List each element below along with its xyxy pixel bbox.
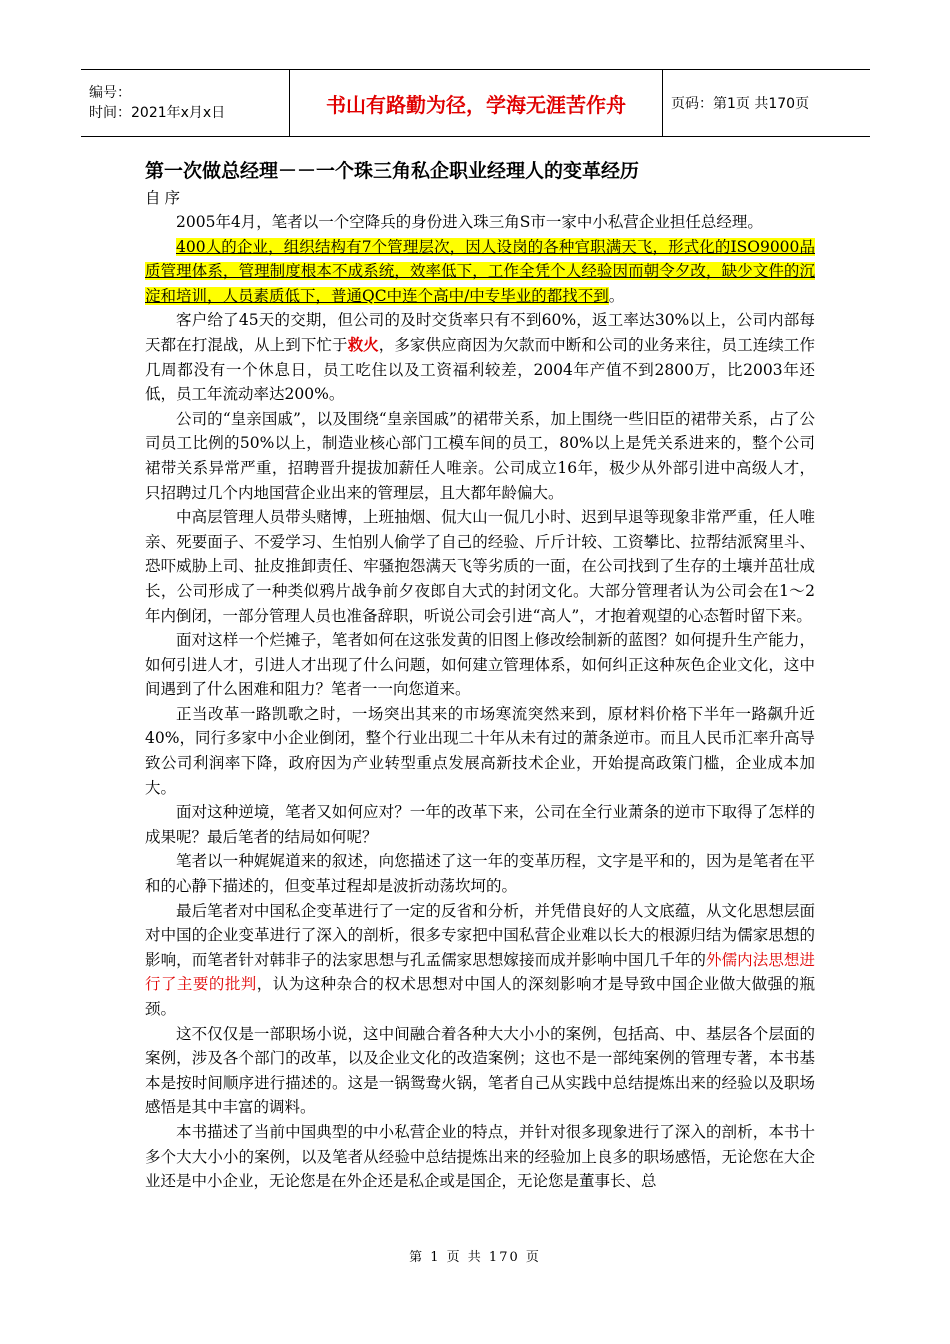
paragraph-3-start: 客户给了45天的交期，但公司的及时交货率只有不到60%，返工率达30%以上，公司内部每天都在打混战，从上到下忙于	[145, 311, 815, 354]
document-title: 第一次做总经理－－一个珠三角私企职业经理人的变革经历	[145, 160, 640, 182]
paragraph-4: 公司的“皇亲国戚”，以及围绕“皇亲国戚”的裙带关系，加上围绕一些旧臣的裙带关系，占了公司员工比例的50%以上，制造业核心部门工模车间的员工，80%以上是凭关系进来的，整个公司裙带关系异常严重，招聘晋升提拔加薪任人唯亲。公司成立16年，极少从外部引进中高级人才，只招聘过几个内地国营企业出来的管理层，且大都年龄偏大。	[145, 409, 815, 502]
paragraph-2-end: 。	[608, 286, 625, 305]
emphasis-text: 外儒内法思想进行了主要的批判	[145, 950, 815, 994]
paragraph-12: 本书描述了当前中国典型的中小私营企业的特点，并针对很多现象进行了深入的剖析，本书十多个大大小小的案例，以及笔者从经验中总结提炼出来的经验加上良多的职场感悟，无论您在大企业还是中小企业，无论您是在外企还是私企或是国企，无论您是董事长、总	[145, 1122, 815, 1191]
emphasis-text: 救火	[347, 334, 379, 354]
paragraph-7: 正当改革一路凯歌之时，一场突出其来的市场寒流突然来到，原材料价格下半年一路飙升近40%，同行多家中小企业倒闭，整个行业出现二十年从未有过的萧条逆市。而且人民币汇率升高导致公司利润率下降，政府因为产业转型重点发展高新技术企业，开始提高政策门槛，企业成本加大。	[145, 704, 815, 797]
page-footer: 第 1 页 共 170 页	[409, 1250, 541, 1265]
paragraph-3-rest: ，多家供应商因为欠款而中断和公司的业务来往，员工连续工作几周都没有一个休息日，员工吃住以及工资福利较差，2004年产值不到2800万，比2003年还低，员工年流动率达200%。	[145, 335, 815, 404]
paragraph-11: 这不仅仅是一部职场小说，这中间融合着各种大大小小的案例，包括高、中、基层各个层面的案例，涉及各个部门的改革，以及企业文化的改造案例；这也不是一部纯案例的管理专著，本书基本是按时间顺序进行描述的。这是一锅鸳鸯火锅，笔者自己从实践中总结提炼出来的经验以及职场感悟是其中丰富的调料。	[145, 1024, 815, 1117]
highlighted-text: 400人的企业，组织结构有7个管理层次，因人设岗的各种官职满天飞，形式化的ISO9000品质管理体系，管理制度根本不成系统，效率低下，工作全凭个人经验因而朝令夕改，缺少文件的沉淀和培训，人员素质低下，普通QC中连个高中/中专毕业的都找不到	[145, 237, 815, 305]
paragraph-8: 面对这种逆境，笔者又如何应对？一年的改革下来，公司在全行业萧条的逆市下取得了怎样的成果呢？最后笔者的结局如何呢？	[145, 803, 815, 846]
paragraph-3	[145, 308, 815, 406]
paragraph-10-rest: ，认为这种杂合的权术思想对中国人的深刻影响才是导致中国企业做大做强的瓶颈。	[145, 975, 815, 1018]
header-motto-cell	[290, 70, 663, 136]
header-page-cell	[663, 70, 870, 136]
paragraph-2	[145, 235, 815, 309]
paragraph-1: 2005年4月，笔者以一个空降兵的身份进入珠三角S市一家中小私营企业担任总经理。	[176, 213, 763, 231]
section-heading: 自序	[145, 189, 185, 207]
date-label: 时间：2021年x月x日	[89, 105, 226, 121]
paragraph-5: 中高层管理人员带头赌博，上班抽烟、侃大山一侃几小时、迟到早退等现象非常严重，任人唯亲、死要面子、不爱学习、生怕别人偷学了自己的经验、斤斤计较、工资攀比、拉帮结派窝里斗、恐吓威胁上司、扯皮推卸责任、牢骚抱怨满天飞等劣质的一面，在公司找到了生存的土壤并茁壮成长，公司形成了一种类似鸦片战争前夕夜郎自大式的封闭文化。大部分管理者认为公司会在1～2年内倒闭，一部分管理人员也准备辞职，听说公司会引进“高人”，才抱着观望的心态暂时留下来。	[145, 508, 815, 625]
paragraph-9: 笔者以一种娓娓道来的叙述，向您描述了这一年的变革历程，文字是平和的，因为是笔者在平和的心静下描述的，但变革过程却是波折动荡坎坷的。	[145, 852, 815, 896]
page-label: 页码：第1页 共170页	[671, 96, 810, 112]
header-meta	[81, 70, 290, 136]
paragraph-10	[145, 899, 815, 1022]
document-body	[145, 156, 815, 1194]
number-label: 编号：	[89, 85, 131, 101]
paragraph-6: 面对这样一个烂摊子，笔者如何在这张发黄的旧图上修改绘制新的蓝图？如何提升生产能力，如何引进人才，引进人才出现了什么问题，如何建立管理体系，如何纠正这种灰色企业文化，这中间遇到了什么困难和阻力？笔者一一向您道来。	[145, 631, 815, 699]
header-table	[81, 69, 870, 137]
paragraph-10-start: 最后笔者对中国私企变革进行了一定的反省和分析，并凭借良好的人文底蕴，从文化思想层面对中国的企业变革进行了深入的剖析，很多专家把中国私营企业难以长大的根源归结为儒家思想的影响，而笔者针对韩非子的法家思想与孔孟儒家思想嫁接而成并影响中国几千年的	[145, 901, 815, 969]
motto: 书山有路勤为径，学海无涯苦作舟	[326, 92, 626, 117]
